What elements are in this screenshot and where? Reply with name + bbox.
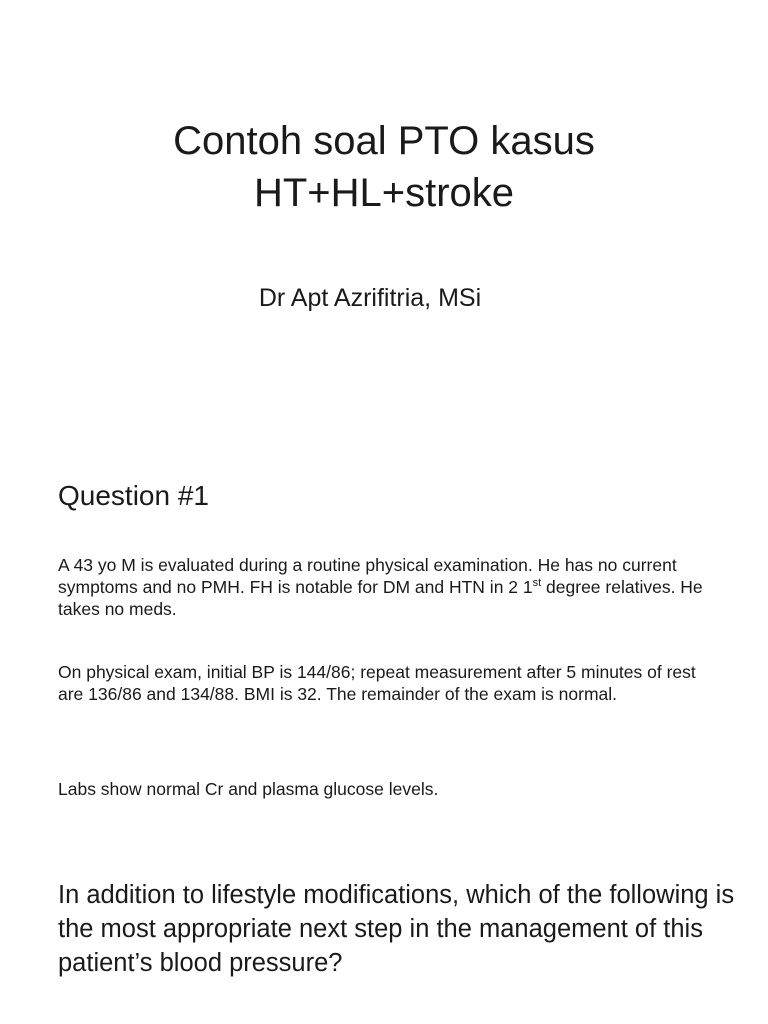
title-slide xyxy=(0,0,768,430)
slide-title-line-2: HT+HL+stroke xyxy=(253,171,515,215)
physical-exam-paragraph: On physical exam, initial BP is 144/86; repeat measurement after 5 minutes of rest are 136/86 and 134/88. BMI is 32. The remainder of the exam is normal. xyxy=(58,662,696,704)
case-history-text-end: degree relatives. He takes no meds. xyxy=(58,577,703,619)
slide-title-line-1: Contoh soal PTO kasus xyxy=(173,119,595,163)
author-name: Dr Apt Azrifitria, MSi xyxy=(258,284,482,312)
case-history-paragraph xyxy=(58,554,718,620)
question-heading: Question #1 xyxy=(58,480,209,511)
question-prompt: In addition to lifestyle modifications, which of the following is the most appropriate next step in the management of this patient’s blood pressure? xyxy=(58,881,735,977)
slide-title xyxy=(0,115,768,219)
case-history-text: A 43 yo M is evaluated during a routine physical examination. He has no current symptoms and no PMH. FH is notable for DM and HTN in 2 1 xyxy=(58,555,677,597)
labs-paragraph: Labs show normal Cr and plasma glucose levels. xyxy=(58,779,439,799)
ordinal-superscript: st xyxy=(532,577,542,590)
question-slide xyxy=(0,440,768,1024)
